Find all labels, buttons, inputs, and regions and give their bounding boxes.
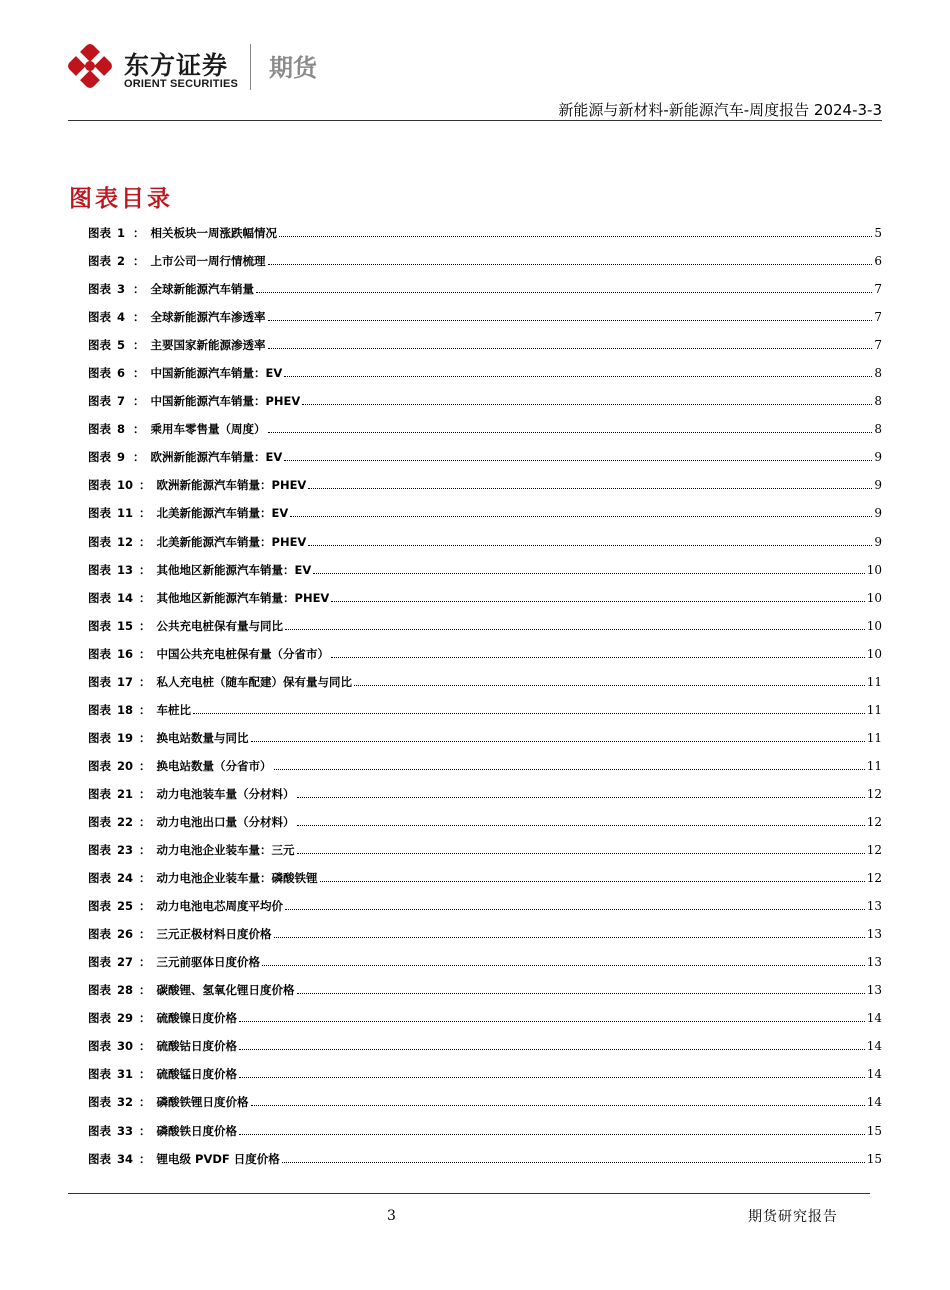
toc-entry-leader bbox=[320, 880, 865, 882]
toc-entry-separator: ： bbox=[139, 983, 151, 998]
toc-entry-page: 7 bbox=[874, 338, 882, 353]
toc-entry-title: 动力电池企业装车量：磷酸铁锂 bbox=[156, 871, 318, 886]
toc-entry-label: 图表 bbox=[88, 899, 111, 914]
toc-entry-number: 15 bbox=[117, 618, 134, 633]
toc-entry-title: 私人充电桩（随车配建）保有量与同比 bbox=[156, 674, 353, 689]
toc-entry-separator: ： bbox=[139, 843, 151, 858]
toc-entry-number: 25 bbox=[117, 899, 134, 914]
toc-entry-label: 图表 bbox=[88, 394, 111, 409]
toc-entry-number: 7 bbox=[117, 394, 126, 409]
toc-entry[interactable] bbox=[88, 674, 882, 702]
toc-entry-page: 7 bbox=[874, 310, 882, 325]
toc-entry-page: 8 bbox=[874, 422, 882, 437]
toc-entry-leader bbox=[354, 684, 865, 686]
toc-entry-leader bbox=[297, 992, 865, 994]
toc-entry-separator: ： bbox=[139, 674, 151, 689]
toc-entry-leader bbox=[313, 572, 864, 574]
toc-entry-label: 图表 bbox=[88, 871, 111, 886]
toc-entry[interactable] bbox=[88, 842, 882, 870]
toc-entry-label: 图表 bbox=[88, 226, 111, 240]
toc-entry-number: 33 bbox=[117, 1123, 134, 1138]
toc-entry-page: 9 bbox=[874, 450, 882, 465]
toc-entry-leader bbox=[284, 459, 872, 461]
toc-entry-number: 20 bbox=[117, 758, 134, 773]
toc-entry-number: 6 bbox=[117, 366, 126, 381]
toc-entry-page: 11 bbox=[866, 702, 882, 717]
toc-entry-label: 图表 bbox=[88, 366, 111, 381]
toc-entry-number: 24 bbox=[117, 871, 134, 886]
toc-entry-title: 磷酸铁锂日度价格 bbox=[156, 1095, 249, 1110]
toc-entry-page: 13 bbox=[866, 955, 882, 970]
toc-entry[interactable] bbox=[88, 1066, 882, 1094]
toc-entry-page: 15 bbox=[866, 1151, 882, 1166]
toc-entry-title: 硫酸镍日度价格 bbox=[156, 1011, 238, 1026]
toc-entry[interactable] bbox=[88, 421, 882, 449]
toc-entry[interactable] bbox=[88, 281, 882, 309]
toc-entry-title: 换电站数量（分省市） bbox=[156, 758, 272, 773]
toc-entry-number: 31 bbox=[117, 1067, 134, 1082]
toc-entry-separator: ： bbox=[133, 366, 145, 381]
toc-entry-leader bbox=[284, 375, 872, 377]
toc-entry-title: 中国公共充电桩保有量（分省市） bbox=[156, 646, 330, 661]
toc-entry[interactable] bbox=[88, 1094, 882, 1122]
toc-entry-page: 11 bbox=[866, 730, 882, 745]
toc-entry-number: 4 bbox=[117, 310, 126, 325]
toc-entry-label: 图表 bbox=[88, 674, 111, 689]
toc-entry-number: 3 bbox=[117, 282, 126, 297]
toc-entry-page: 12 bbox=[866, 786, 882, 801]
toc-entry-title: 三元正极材料日度价格 bbox=[156, 927, 272, 942]
toc-entry-label: 图表 bbox=[88, 282, 111, 297]
toc-entry-title: 北美新能源汽车销量：EV bbox=[156, 506, 289, 521]
toc-entry-leader bbox=[268, 319, 873, 321]
toc-entry-number: 26 bbox=[117, 927, 134, 942]
toc-entry[interactable] bbox=[88, 1010, 882, 1038]
toc-entry-label: 图表 bbox=[88, 702, 111, 717]
toc-entry-separator: ： bbox=[139, 1067, 151, 1082]
toc-entry-label: 图表 bbox=[88, 562, 111, 577]
toc-entry-leader bbox=[239, 1048, 865, 1050]
toc-entry-title: 磷酸铁日度价格 bbox=[156, 1123, 238, 1138]
toc-entry-title: 北美新能源汽车销量：PHEV bbox=[156, 534, 307, 549]
toc-entry[interactable] bbox=[88, 1151, 882, 1179]
toc-entry-separator: ： bbox=[133, 254, 145, 269]
toc-entry-leader bbox=[268, 263, 873, 265]
toc-entry-page: 10 bbox=[866, 646, 882, 661]
toc-entry-leader bbox=[285, 908, 865, 910]
toc-entry-leader bbox=[251, 740, 865, 742]
toc-entry-number: 34 bbox=[117, 1151, 134, 1166]
toc-entry-page: 9 bbox=[874, 478, 882, 493]
toc-entry-label: 图表 bbox=[88, 422, 111, 437]
toc-entry-separator: ： bbox=[139, 1039, 151, 1054]
toc-entry-leader bbox=[274, 936, 865, 938]
toc-entry-label: 图表 bbox=[88, 310, 111, 325]
toc-entry-number: 13 bbox=[117, 562, 134, 577]
toc-entry-page: 14 bbox=[866, 1095, 882, 1110]
toc-entry-label: 图表 bbox=[88, 1039, 111, 1054]
toc-entry-separator: ： bbox=[139, 478, 151, 493]
report-title: 新能源与新材料-新能源汽车-周度报告 2024-3-3 bbox=[558, 101, 882, 119]
toc-entry-separator: ： bbox=[139, 1011, 151, 1026]
toc-entry-label: 图表 bbox=[88, 618, 111, 633]
orient-securities-logo-icon bbox=[66, 42, 114, 90]
toc-entry-title: 上市公司一周行情梳理 bbox=[150, 254, 266, 269]
toc-entry-number: 30 bbox=[117, 1039, 134, 1054]
toc-entry-leader bbox=[251, 1104, 865, 1106]
toc-entry-separator: ： bbox=[139, 758, 151, 773]
toc-entry-number: 1 bbox=[117, 226, 126, 240]
toc-entry-separator: ： bbox=[133, 394, 145, 409]
toc-entry-title: 三元前驱体日度价格 bbox=[156, 955, 261, 970]
toc-entry-number: 5 bbox=[117, 338, 126, 353]
logo-english-name: ORIENT SECURITIES bbox=[124, 78, 239, 90]
toc-entry-leader bbox=[239, 1133, 865, 1135]
toc-entry-title: 动力电池企业装车量：三元 bbox=[156, 843, 295, 858]
toc-entry-label: 图表 bbox=[88, 1151, 111, 1166]
logo-futures-label: 期货 bbox=[269, 54, 317, 82]
toc-entry-page: 13 bbox=[866, 983, 882, 998]
toc-entry-label: 图表 bbox=[88, 534, 111, 549]
company-logo bbox=[66, 40, 366, 96]
toc-entry-title: 硫酸钴日度价格 bbox=[156, 1039, 238, 1054]
toc-entry-number: 32 bbox=[117, 1095, 134, 1110]
toc-entry-number: 22 bbox=[117, 814, 134, 829]
toc-entry-separator: ： bbox=[139, 871, 151, 886]
page-number: 3 bbox=[387, 1208, 396, 1224]
toc-entry-separator: ： bbox=[139, 927, 151, 942]
toc-entry-page: 14 bbox=[866, 1011, 882, 1026]
toc-entry-separator: ： bbox=[133, 338, 145, 353]
toc-entry-title: 碳酸锂、氢氧化锂日度价格 bbox=[156, 983, 295, 998]
toc-entry-page: 10 bbox=[866, 618, 882, 633]
toc-entry[interactable] bbox=[88, 337, 882, 365]
toc-entry-page: 5 bbox=[874, 226, 882, 240]
toc-entry-separator: ： bbox=[139, 534, 151, 549]
toc-entry-label: 图表 bbox=[88, 814, 111, 829]
toc-entry-leader bbox=[331, 600, 864, 602]
toc-entry-number: 11 bbox=[117, 506, 134, 521]
toc-entry-separator: ： bbox=[139, 899, 151, 914]
toc-entry-title: 锂电级 PVDF 日度价格 bbox=[156, 1151, 280, 1166]
toc-entry-title: 乘用车零售量（周度） bbox=[150, 422, 266, 437]
toc-entry[interactable] bbox=[88, 449, 882, 477]
toc-entry-page: 6 bbox=[874, 254, 882, 269]
footer-divider bbox=[68, 1193, 870, 1194]
toc-entry-title: 全球新能源汽车渗透率 bbox=[150, 310, 266, 325]
toc-entry-title: 车桩比 bbox=[156, 702, 192, 717]
toc-entry-number: 16 bbox=[117, 646, 134, 661]
toc-entry-separator: ： bbox=[139, 506, 151, 521]
toc-entry-separator: ： bbox=[139, 702, 151, 717]
toc-heading: 图表目录 bbox=[69, 186, 173, 212]
toc-entry-page: 14 bbox=[866, 1039, 882, 1054]
toc-entry-number: 2 bbox=[117, 254, 126, 269]
logo-divider bbox=[250, 44, 251, 90]
toc-entry-page: 13 bbox=[866, 899, 882, 914]
header-divider bbox=[68, 120, 882, 121]
toc-entry[interactable] bbox=[88, 618, 882, 646]
toc-entry-label: 图表 bbox=[88, 1095, 111, 1110]
toc-entry-separator: ： bbox=[139, 562, 151, 577]
toc-entry-number: 23 bbox=[117, 843, 134, 858]
toc-entry-title: 换电站数量与同比 bbox=[156, 730, 249, 745]
toc-entry-separator: ： bbox=[133, 226, 145, 240]
toc-entry-separator: ： bbox=[133, 422, 145, 437]
toc-entry-separator: ： bbox=[139, 955, 151, 970]
toc-entry[interactable] bbox=[88, 870, 882, 898]
toc-entry-number: 12 bbox=[117, 534, 134, 549]
toc-entry-number: 27 bbox=[117, 955, 134, 970]
toc-entry-separator: ： bbox=[139, 730, 151, 745]
toc-entry-page: 10 bbox=[866, 562, 882, 577]
toc-entry[interactable] bbox=[88, 477, 882, 505]
toc-entry[interactable] bbox=[88, 758, 882, 786]
toc-entry[interactable] bbox=[88, 1123, 882, 1151]
toc-entry-leader bbox=[274, 768, 865, 770]
logo-chinese-name: 东方证券 bbox=[124, 51, 229, 80]
toc-entry-separator: ： bbox=[139, 814, 151, 829]
toc-entry-page: 12 bbox=[866, 814, 882, 829]
toc-entry[interactable] bbox=[88, 646, 882, 674]
toc-entry-number: 9 bbox=[117, 450, 126, 465]
toc-entry-label: 图表 bbox=[88, 478, 111, 493]
toc-entry-leader bbox=[193, 712, 865, 714]
toc-entry-separator: ： bbox=[139, 1151, 151, 1166]
toc-entry-separator: ： bbox=[139, 786, 151, 801]
toc-entry-separator: ： bbox=[133, 310, 145, 325]
toc-entry-leader bbox=[268, 431, 873, 433]
toc-entry-page: 15 bbox=[866, 1123, 882, 1138]
toc-entry-page: 10 bbox=[866, 590, 882, 605]
toc-entry-number: 8 bbox=[117, 422, 126, 437]
toc-entry-leader bbox=[297, 824, 865, 826]
toc-entry-page: 7 bbox=[874, 282, 882, 297]
toc-entry-label: 图表 bbox=[88, 955, 111, 970]
toc-entry-number: 10 bbox=[117, 478, 134, 493]
toc-entry[interactable] bbox=[88, 534, 882, 562]
toc-entry-number: 19 bbox=[117, 730, 134, 745]
toc-entry-label: 图表 bbox=[88, 450, 111, 465]
toc-entry[interactable] bbox=[88, 590, 882, 618]
toc-entry-leader bbox=[239, 1020, 865, 1022]
toc-entry[interactable] bbox=[88, 505, 882, 533]
toc-entry-label: 图表 bbox=[88, 786, 111, 801]
toc-list bbox=[88, 225, 882, 1179]
toc-entry-leader bbox=[268, 347, 873, 349]
toc-entry-leader bbox=[256, 291, 872, 293]
toc-entry-number: 17 bbox=[117, 674, 134, 689]
toc-entry-title: 动力电池出口量（分材料） bbox=[156, 814, 295, 829]
toc-entry-label: 图表 bbox=[88, 730, 111, 745]
toc-entry-title: 全球新能源汽车销量 bbox=[150, 282, 254, 297]
toc-entry-label: 图表 bbox=[88, 506, 111, 521]
toc-entry[interactable] bbox=[88, 365, 882, 393]
toc-entry-leader bbox=[297, 852, 865, 854]
toc-entry-leader bbox=[279, 235, 872, 237]
toc-entry[interactable] bbox=[88, 225, 882, 253]
toc-entry-number: 18 bbox=[117, 702, 134, 717]
toc-entry-leader bbox=[285, 628, 865, 630]
toc-entry-page: 11 bbox=[866, 674, 882, 689]
toc-entry-title: 硫酸锰日度价格 bbox=[156, 1067, 238, 1082]
toc-entry[interactable] bbox=[88, 926, 882, 954]
toc-entry-page: 12 bbox=[866, 871, 882, 886]
toc-entry-leader bbox=[290, 515, 872, 517]
toc-entry-title: 其他地区新能源汽车销量：PHEV bbox=[156, 590, 330, 605]
toc-entry-leader bbox=[331, 656, 865, 658]
toc-entry-label: 图表 bbox=[88, 338, 111, 353]
toc-entry-page: 9 bbox=[874, 506, 882, 521]
toc-entry-number: 14 bbox=[117, 590, 134, 605]
toc-entry-title: 欧洲新能源汽车销量：PHEV bbox=[156, 478, 307, 493]
toc-entry-leader bbox=[262, 964, 865, 966]
toc-entry[interactable] bbox=[88, 786, 882, 814]
toc-entry-title: 其他地区新能源汽车销量：EV bbox=[156, 562, 312, 577]
toc-entry-page: 8 bbox=[874, 366, 882, 381]
toc-entry-page: 9 bbox=[874, 534, 882, 549]
toc-entry[interactable] bbox=[88, 898, 882, 926]
toc-entry-label: 图表 bbox=[88, 843, 111, 858]
toc-entry-leader bbox=[302, 403, 872, 405]
toc-entry-title: 中国新能源汽车销量：PHEV bbox=[150, 394, 301, 409]
toc-entry-title: 相关板块一周涨跌幅情况 bbox=[150, 226, 277, 240]
toc-entry-separator: ： bbox=[139, 590, 151, 605]
toc-entry-title: 欧洲新能源汽车销量：EV bbox=[150, 450, 283, 465]
toc-entry-leader bbox=[239, 1076, 865, 1078]
toc-entry-title: 公共充电桩保有量与同比 bbox=[156, 618, 284, 633]
toc-entry-separator: ： bbox=[139, 646, 151, 661]
toc-entry-page: 8 bbox=[874, 394, 882, 409]
toc-entry[interactable] bbox=[88, 253, 882, 281]
toc-entry-number: 29 bbox=[117, 1011, 134, 1026]
toc-entry-title: 主要国家新能源渗透率 bbox=[150, 338, 266, 353]
toc-entry-page: 14 bbox=[866, 1067, 882, 1082]
toc-entry-label: 图表 bbox=[88, 983, 111, 998]
toc-entry[interactable] bbox=[88, 393, 882, 421]
toc-entry[interactable] bbox=[88, 702, 882, 730]
toc-entry-label: 图表 bbox=[88, 1067, 111, 1082]
toc-entry-title: 中国新能源汽车销量：EV bbox=[150, 366, 283, 381]
toc-entry[interactable] bbox=[88, 730, 882, 758]
toc-entry-label: 图表 bbox=[88, 1011, 111, 1026]
toc-entry[interactable] bbox=[88, 814, 882, 842]
toc-entry-number: 28 bbox=[117, 983, 134, 998]
toc-entry-leader bbox=[308, 544, 872, 546]
toc-entry[interactable] bbox=[88, 954, 882, 982]
toc-entry-page: 13 bbox=[866, 927, 882, 942]
toc-entry[interactable] bbox=[88, 309, 882, 337]
toc-entry-label: 图表 bbox=[88, 927, 111, 942]
toc-entry[interactable] bbox=[88, 982, 882, 1010]
toc-entry-leader bbox=[308, 487, 872, 489]
toc-entry[interactable] bbox=[88, 1038, 882, 1066]
toc-entry-separator: ： bbox=[139, 618, 151, 633]
toc-entry-separator: ： bbox=[133, 282, 145, 297]
toc-entry-title: 动力电池装车量（分材料） bbox=[156, 786, 295, 801]
toc-entry-label: 图表 bbox=[88, 646, 111, 661]
toc-entry-title: 动力电池电芯周度平均价 bbox=[156, 899, 284, 914]
toc-entry-label: 图表 bbox=[88, 758, 111, 773]
toc-entry[interactable] bbox=[88, 562, 882, 590]
toc-entry-leader bbox=[282, 1161, 865, 1163]
footer-label: 期货研究报告 bbox=[748, 1209, 838, 1225]
toc-entry-label: 图表 bbox=[88, 254, 111, 269]
toc-entry-number: 21 bbox=[117, 786, 134, 801]
toc-entry-separator: ： bbox=[133, 450, 145, 465]
toc-entry-label: 图表 bbox=[88, 1123, 111, 1138]
toc-entry-leader bbox=[297, 796, 865, 798]
toc-entry-separator: ： bbox=[139, 1095, 151, 1110]
toc-entry-page: 11 bbox=[866, 758, 882, 773]
toc-entry-label: 图表 bbox=[88, 590, 111, 605]
toc-entry-separator: ： bbox=[139, 1123, 151, 1138]
toc-entry-page: 12 bbox=[866, 843, 882, 858]
